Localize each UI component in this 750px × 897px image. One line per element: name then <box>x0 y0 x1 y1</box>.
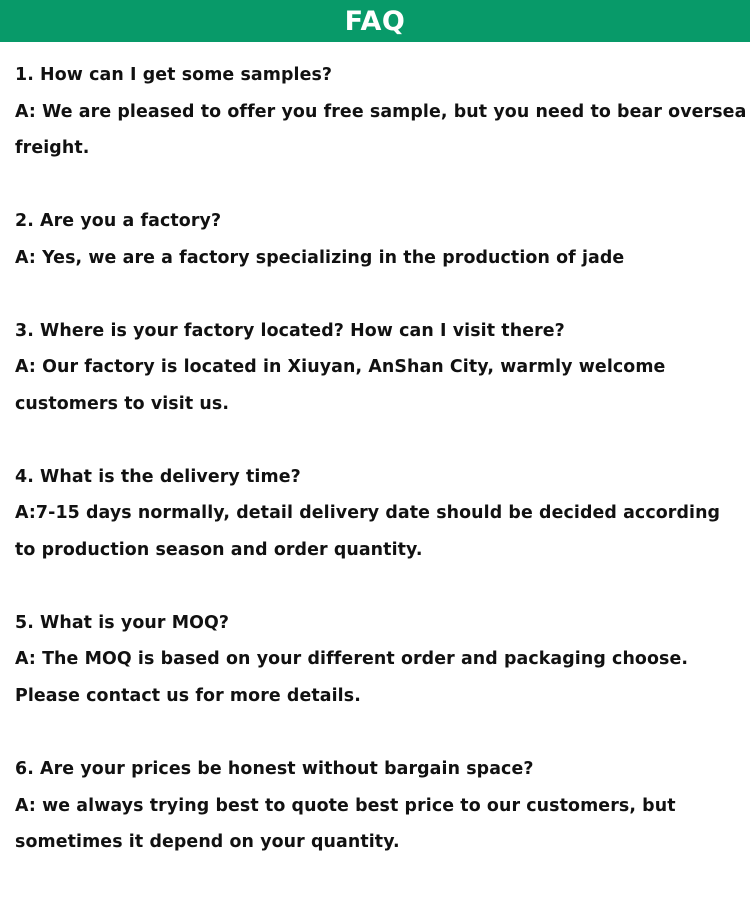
faq-item <box>15 313 740 423</box>
faq-question: 4. What is the delivery time? <box>15 466 301 487</box>
faq-answer-line: A: We are pleased to offer you free sample, but you need to bear oversea <box>15 101 747 122</box>
page-title: FAQ <box>344 5 406 37</box>
faq-question: 3. Where is your factory located? How can I visit there? <box>15 320 565 341</box>
faq-item <box>15 459 740 569</box>
faq-question: 5. What is your MOQ? <box>15 612 230 633</box>
faq-item <box>15 605 740 715</box>
faq-item <box>15 203 740 276</box>
faq-question: 6. Are your prices be honest without bargain space? <box>15 758 534 779</box>
faq-answer-line: A: we always trying best to quote best price to our customers, but <box>15 795 676 816</box>
faq-answer-line: to production season and order quantity. <box>15 540 423 561</box>
faq-answer-line: A: The MOQ is based on your different order and packaging choose. <box>15 649 689 670</box>
faq-item <box>15 751 740 861</box>
faq-answer-line: A:7-15 days normally, detail delivery date should be decided according <box>15 503 721 524</box>
faq-answer-line: A: Yes, we are a factory specializing in the production of jade <box>15 247 625 268</box>
faq-answer-line: freight. <box>15 138 90 159</box>
faq-question: 1. How can I get some samples? <box>15 65 333 85</box>
faq-item <box>15 57 747 167</box>
faq-answer-line: customers to visit us. <box>15 393 230 414</box>
faq-list <box>15 57 747 897</box>
faq-header-bar <box>0 0 750 42</box>
faq-answer-line: A: Our factory is located in Xiuyan, AnShan City, warmly welcome <box>15 357 666 378</box>
faq-answer-line: Please contact us for more details. <box>15 686 361 707</box>
faq-answer-line: sometimes it depend on your quantity. <box>15 832 400 853</box>
faq-question: 2. Are you a factory? <box>15 211 222 232</box>
